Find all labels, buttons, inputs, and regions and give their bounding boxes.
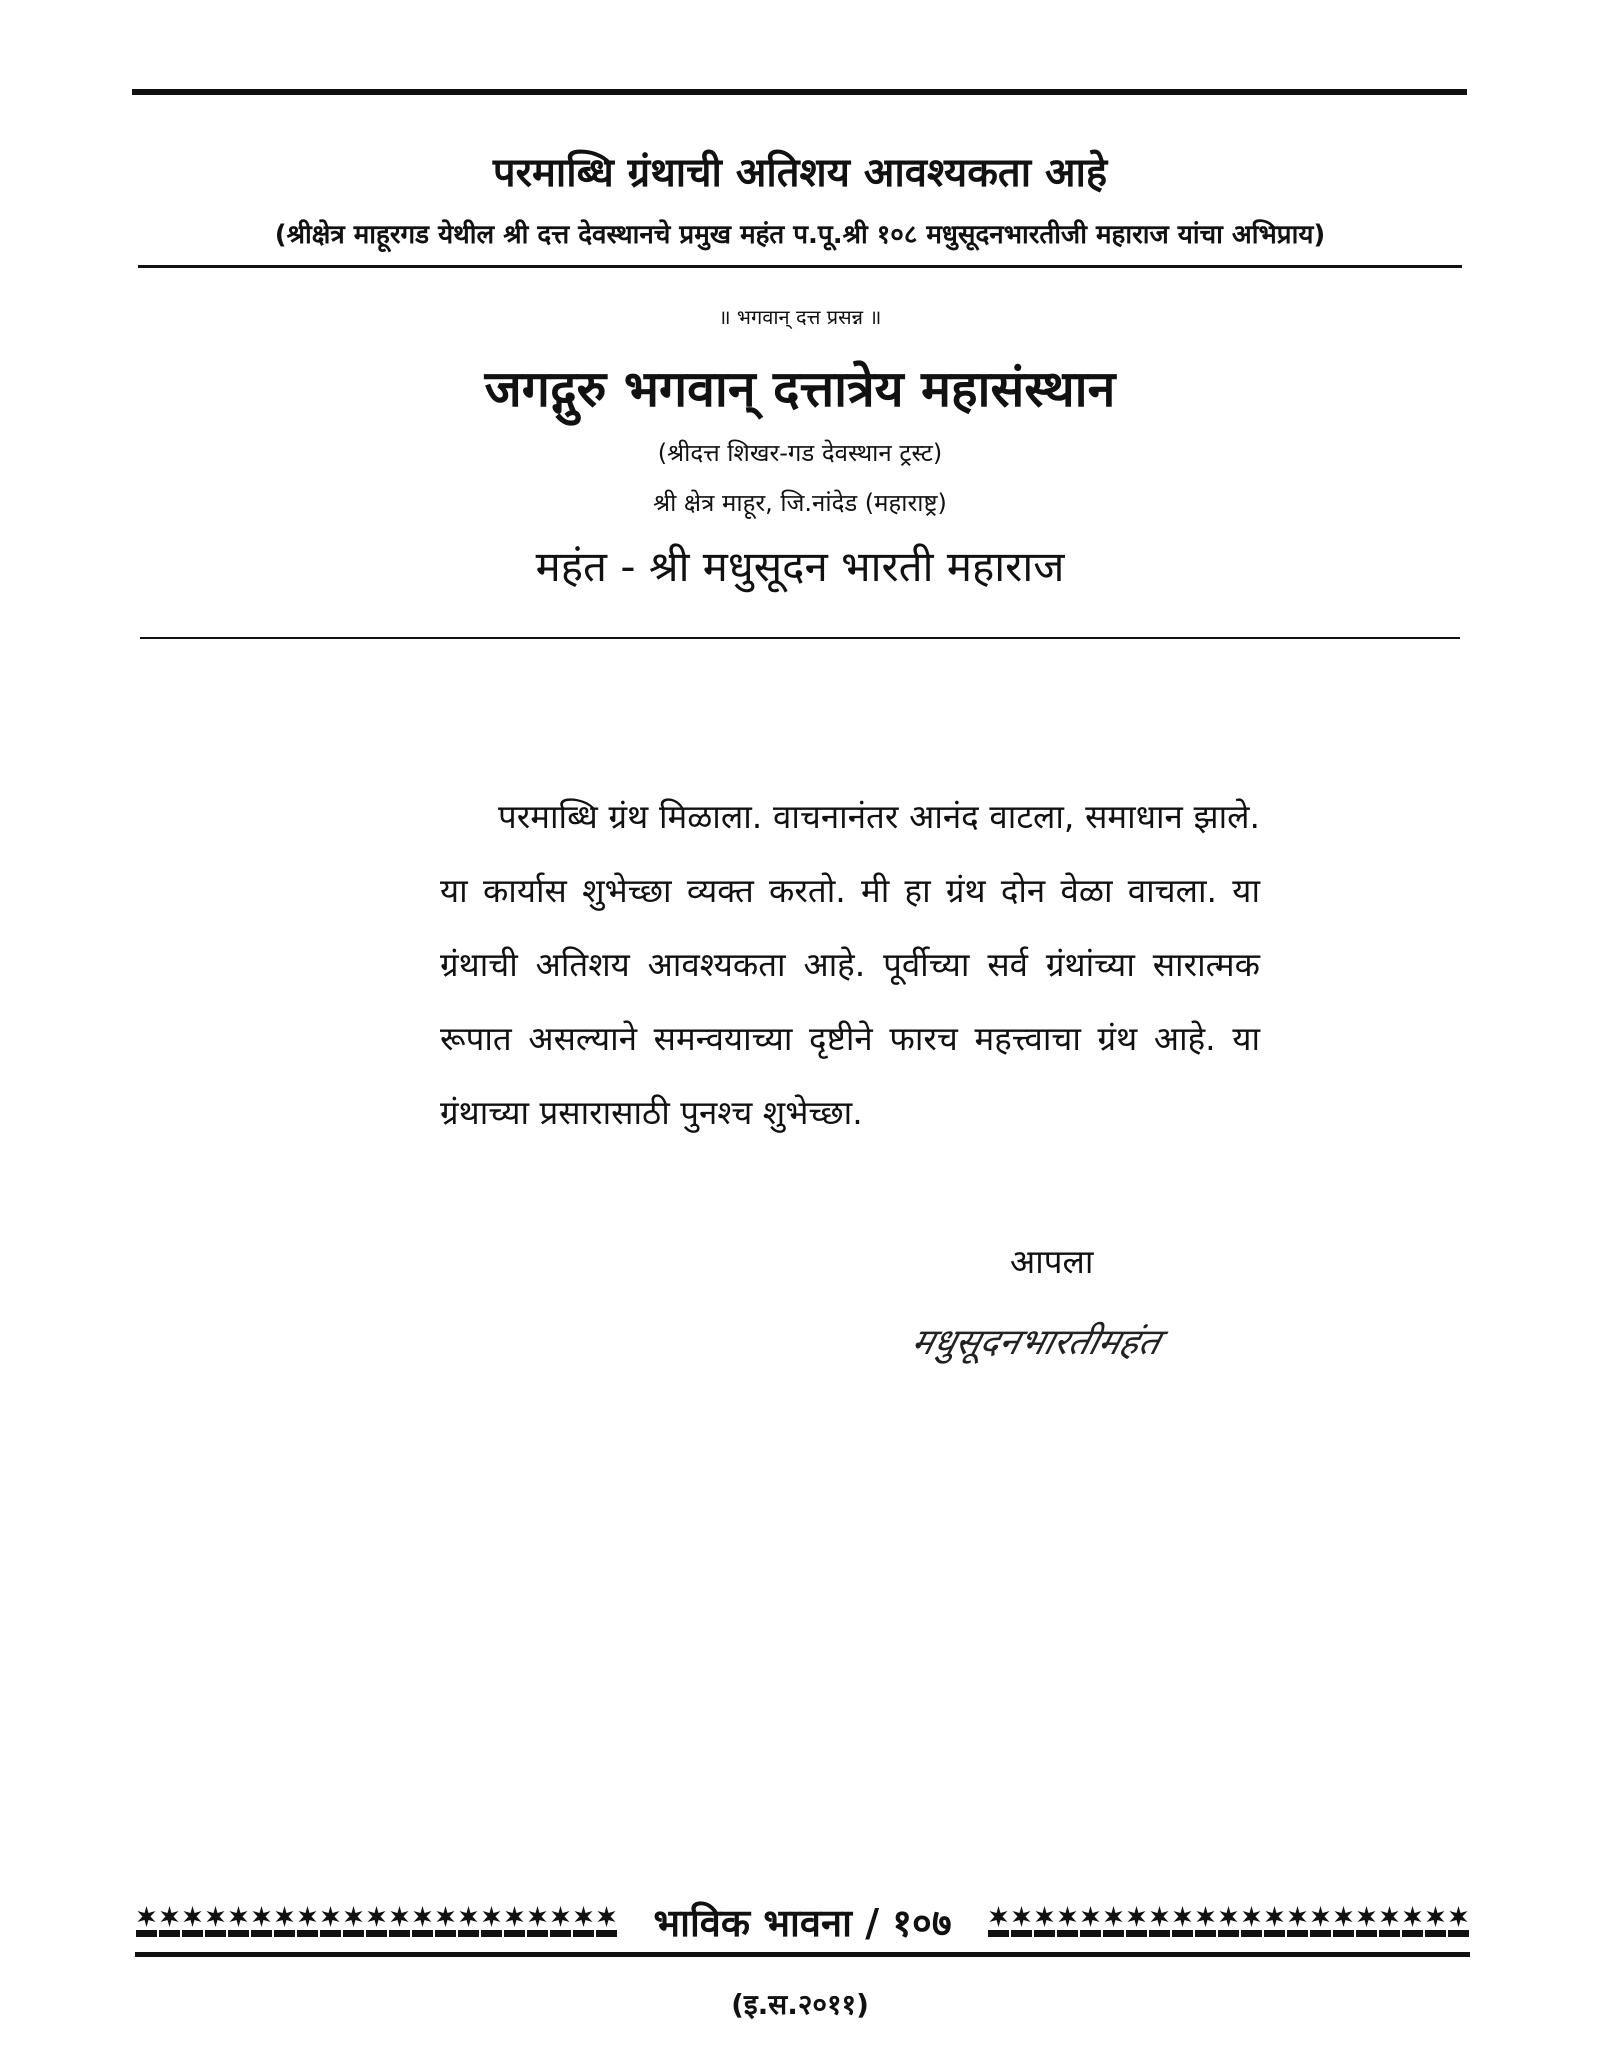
- decorative-border-right: [987, 1900, 1470, 1944]
- ornament-icon: [987, 1902, 1010, 1942]
- ornament-icon: [1309, 1902, 1332, 1942]
- letter-body: परमाब्धि ग्रंथ मिळाला. वाचनानंतर आनंद वाटला, समाधान झाले. या कार्यास शुभेच्छा व्यक्त करतो. मी हा ग्रंथ दोन वेळा वाचला. या ग्रंथाची अतिशय आवश्यकता आहे. पूर्वीच्या सर्व ग्रंथांच्या सारात्मक रूपात असल्याने समन्वयाच्या दृष्टीने फारच महत्त्वाचा ग्रंथ आहे. या ग्रंथाच्या प्रसारासाठी पुनश्च शुभेच्छा.: [440, 797, 1260, 1132]
- decorative-border-left: [135, 1900, 618, 1944]
- ornament-icon: [388, 1902, 411, 1942]
- ornament-icon: [595, 1902, 618, 1942]
- ornament-icon: [526, 1902, 549, 1942]
- ornament-icon: [158, 1902, 181, 1942]
- page-subtitle: (श्रीक्षेत्र माहूरगड येथील श्री दत्त देवस्थानचे प्रमुख महंत प.पू.श्री १०८ मधुसूदनभारतीजी महाराज यांचा अभिप्राय): [274, 220, 1326, 250]
- ornament-icon: [181, 1902, 204, 1942]
- location-line: श्री क्षेत्र माहूर, जि.नांदेड (महाराष्ट्र): [653, 489, 947, 517]
- ornament-icon: [1447, 1902, 1470, 1942]
- letter-closing: आपला: [1010, 1242, 1094, 1281]
- ornament-icon: [1263, 1902, 1286, 1942]
- ornament-icon: [572, 1902, 595, 1942]
- ornament-icon: [135, 1902, 158, 1942]
- mahant-name: महंत - श्री मधुसूदन भारती महाराज: [535, 542, 1065, 591]
- organization-name: जगद्गुरु भगवान् दत्तात्रेय महासंस्थान: [484, 360, 1116, 418]
- ornament-icon: [1240, 1902, 1263, 1942]
- ornament-icon: [1171, 1902, 1194, 1942]
- ornament-icon: [1056, 1902, 1079, 1942]
- page-title: परमाब्धि ग्रंथाची अतिशय आवश्यकता आहे: [492, 150, 1108, 196]
- ornament-icon: [1033, 1902, 1056, 1942]
- trust-name: (श्रीदत्त शिखर-गड देवस्थान ट्रस्ट): [657, 439, 943, 467]
- footer-band: [135, 1900, 1470, 1944]
- ornament-icon: [342, 1902, 365, 1942]
- ornament-icon: [1125, 1902, 1148, 1942]
- ornament-icon: [1286, 1902, 1309, 1942]
- letterhead-divider: [140, 637, 1460, 639]
- ornament-icon: [1217, 1902, 1240, 1942]
- ornament-icon: [365, 1902, 388, 1942]
- footer-year: (इ.स.२०११): [731, 1988, 869, 2021]
- ornament-icon: [204, 1902, 227, 1942]
- ornament-icon: [296, 1902, 319, 1942]
- footer-page-label: भाविक भावना / १०७: [653, 1901, 952, 1945]
- ornament-icon: [273, 1902, 296, 1942]
- ornament-icon: [1424, 1902, 1447, 1942]
- ornament-icon: [1378, 1902, 1401, 1942]
- ornament-icon: [1102, 1902, 1125, 1942]
- ornament-icon: [549, 1902, 572, 1942]
- top-rule: [132, 89, 1467, 95]
- ornament-icon: [1401, 1902, 1424, 1942]
- ornament-icon: [1194, 1902, 1217, 1942]
- ornament-icon: [227, 1902, 250, 1942]
- blessing-line: ॥ भगवान् दत्त प्रसन्न ॥: [718, 305, 882, 329]
- ornament-icon: [1148, 1902, 1171, 1942]
- signature-text: मधुसूदनभारतीमहंत: [907, 1320, 1166, 1363]
- ornament-icon: [1355, 1902, 1378, 1942]
- ornament-icon: [1010, 1902, 1033, 1942]
- ornament-icon: [1079, 1902, 1102, 1942]
- ornament-icon: [457, 1902, 480, 1942]
- signature-image: [905, 1300, 1245, 1380]
- header-divider: [138, 265, 1462, 268]
- ornament-icon: [1332, 1902, 1355, 1942]
- ornament-icon: [411, 1902, 434, 1942]
- ornament-icon: [480, 1902, 503, 1942]
- ornament-icon: [250, 1902, 273, 1942]
- footer-rule: [135, 1952, 1470, 1957]
- ornament-icon: [434, 1902, 457, 1942]
- ornament-icon: [319, 1902, 342, 1942]
- ornament-icon: [503, 1902, 526, 1942]
